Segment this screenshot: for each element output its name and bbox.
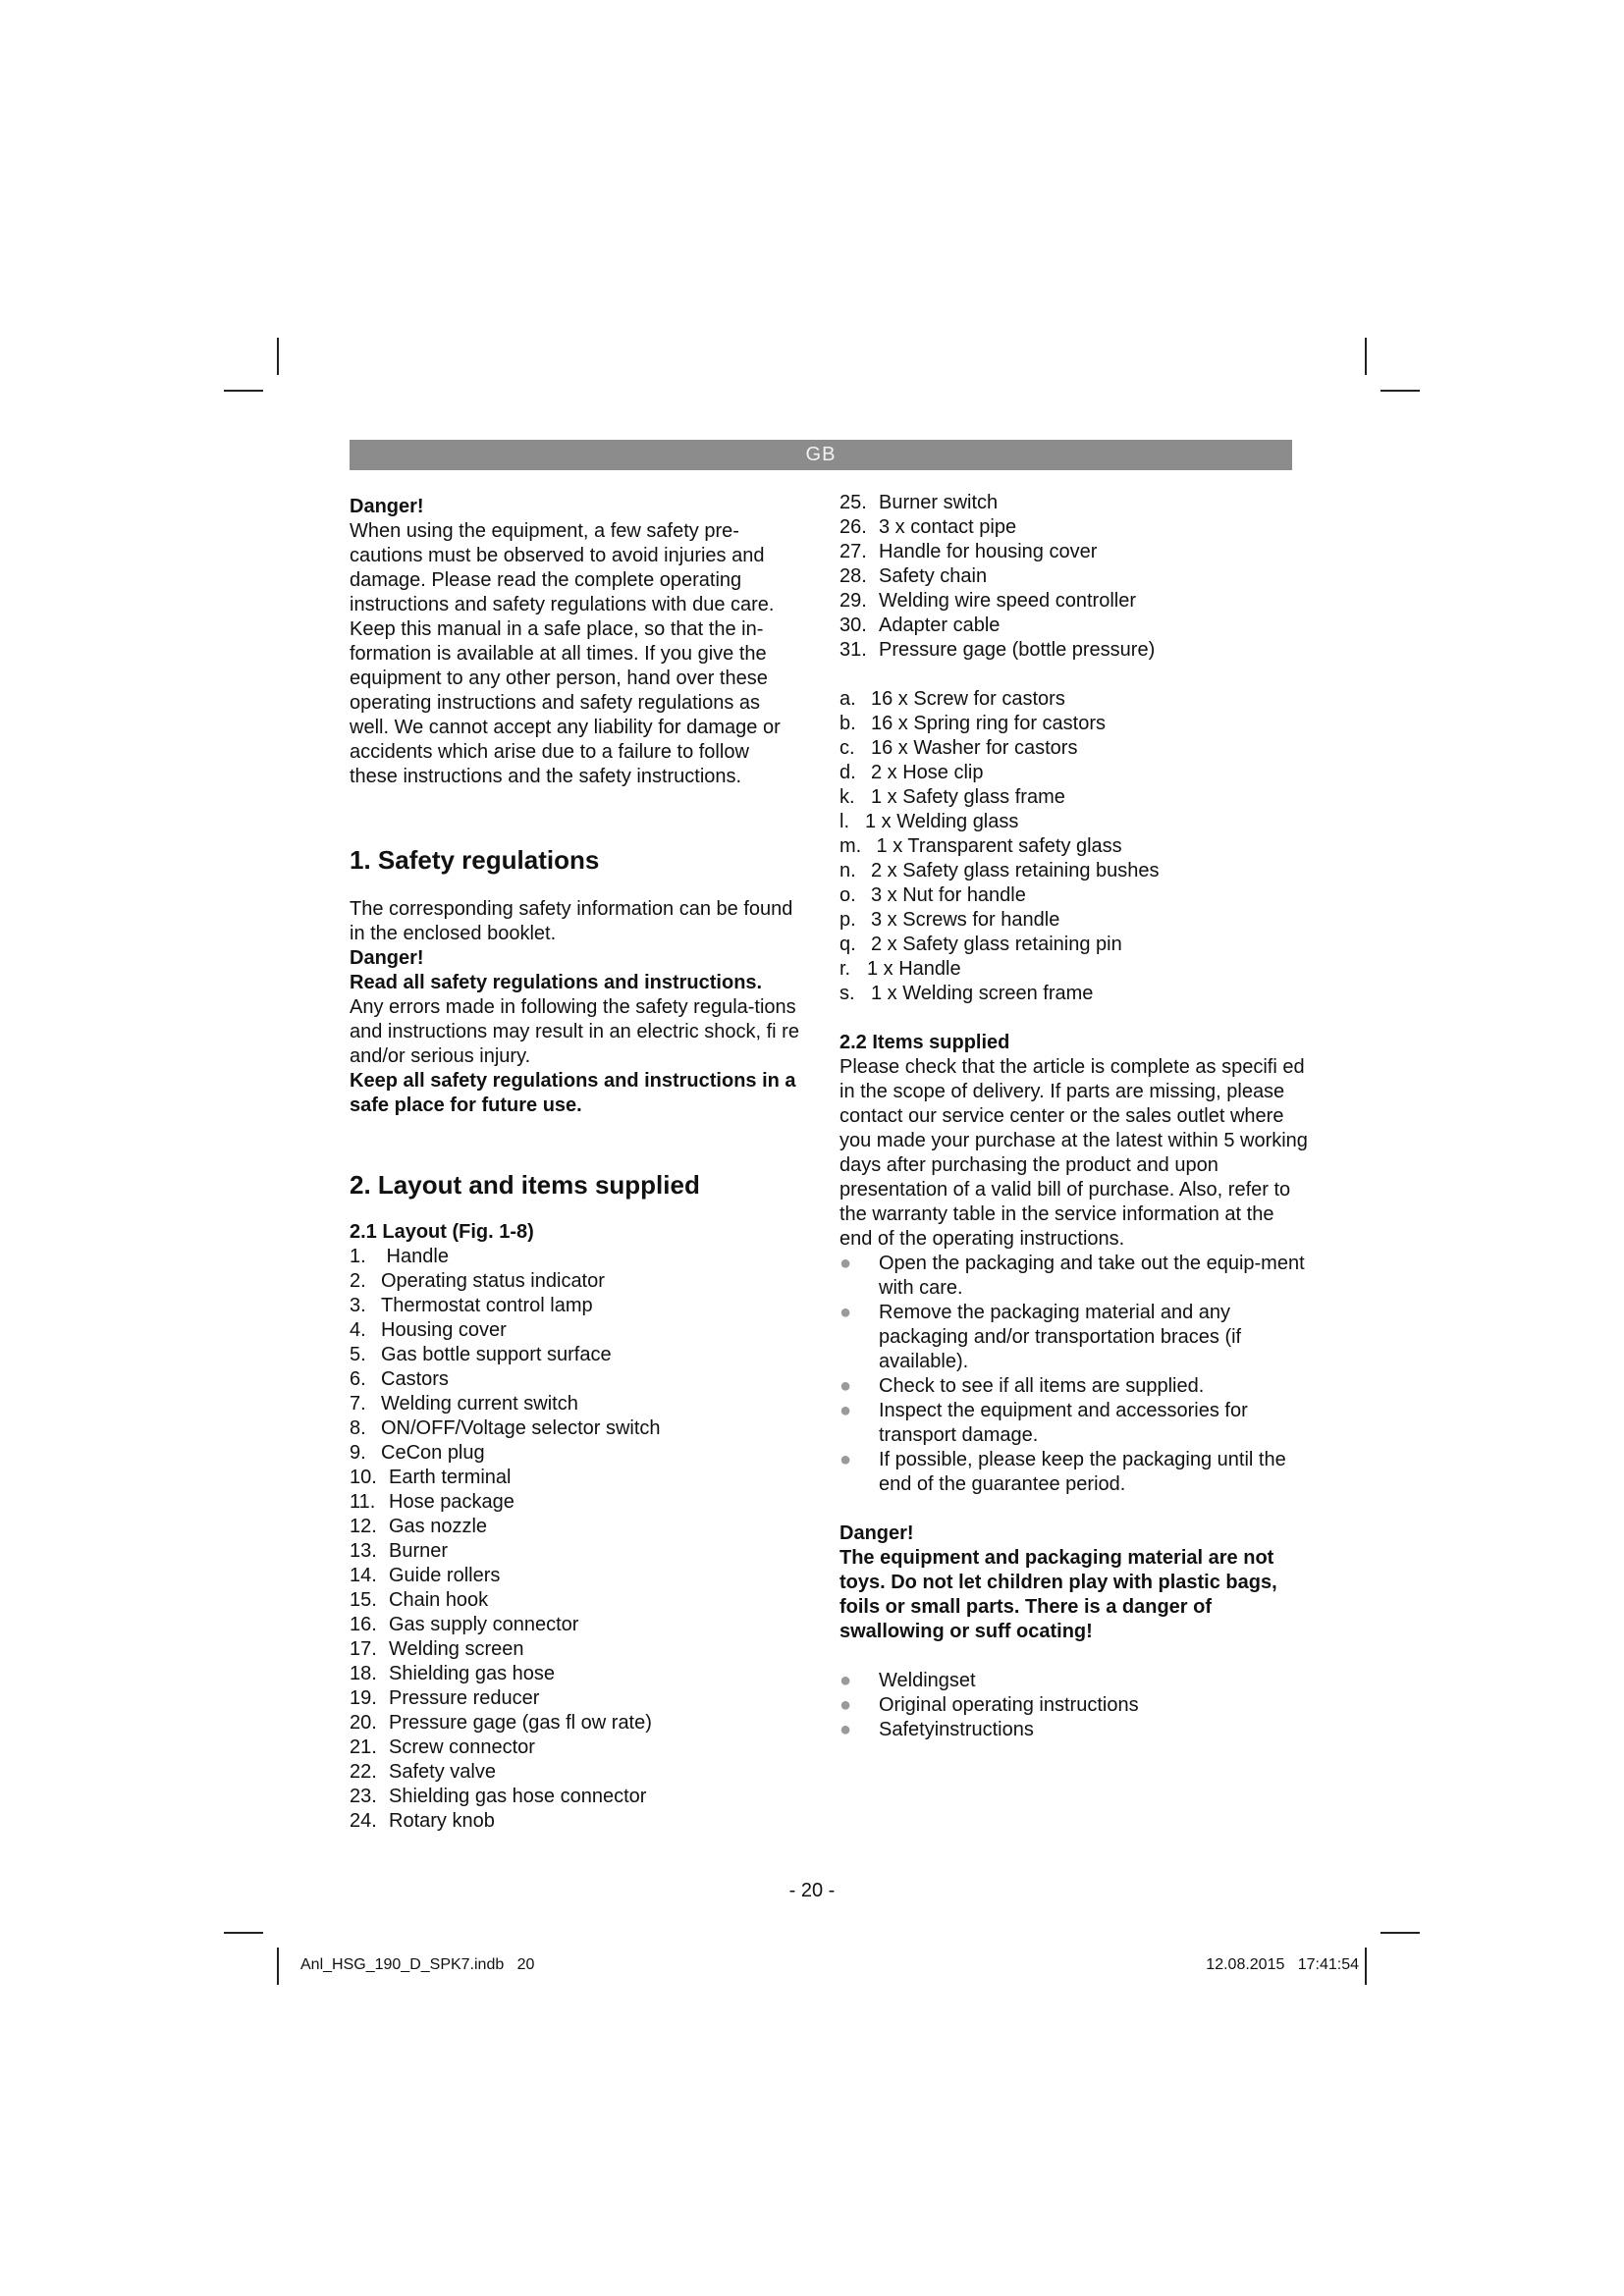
- list-item: q. 2 x Safety glass retaining pin: [839, 934, 1122, 955]
- list-item: 28. Safety chain: [839, 565, 988, 587]
- list-item: 20. Pressure gage (gas fl ow rate): [350, 1712, 652, 1734]
- list-item: 14. Guide rollers: [350, 1565, 501, 1586]
- list-item: 31. Pressure gage (bottle pressure): [839, 639, 1156, 661]
- page-number: - 20 -: [788, 1880, 836, 1901]
- list-item: o. 3 x Nut for handle: [839, 884, 1026, 906]
- list-item: 9. CeCon plug: [350, 1442, 485, 1464]
- section-1-keep-instruction: Keep all safety regulations and instructions in a safe place for future use.: [350, 1070, 796, 1116]
- danger-heading: Danger!: [350, 496, 424, 517]
- crop-mark-top-right-v: [1365, 338, 1367, 375]
- list-item: k. 1 x Safety glass frame: [839, 786, 1065, 808]
- list-item: 30. Adapter cable: [839, 614, 1001, 636]
- crop-mark-top-left-h: [224, 390, 263, 392]
- list-item: 3. Thermostat control lamp: [350, 1295, 593, 1316]
- list-item: b. 16 x Spring ring for castors: [839, 713, 1106, 734]
- section-2-heading: 2. Layout and items supplied: [350, 1170, 700, 1200]
- list-item: ● If possible, please keep the packaging until the end of the guarantee period.: [839, 1449, 1286, 1495]
- left-column: [350, 495, 801, 1834]
- crop-mark-top-left-v: [277, 338, 279, 375]
- list-item: 22. Safety valve: [350, 1761, 496, 1783]
- crop-mark-bottom-left-v: [277, 1948, 279, 1985]
- language-code: GB: [805, 444, 837, 465]
- list-item: 11. Hose package: [350, 1491, 514, 1513]
- list-item: l. 1 x Welding glass: [839, 811, 1019, 832]
- list-item: 4. Housing cover: [350, 1319, 507, 1341]
- danger-2-text: The equipment and packaging material are not toys. Do not let children play with plastic bags, foils or small parts. There is a danger of swallowing or suff ocating!: [839, 1547, 1277, 1642]
- list-item: ● Check to see if all items are supplied.: [839, 1375, 1205, 1397]
- crop-mark-top-right-h: [1380, 390, 1420, 392]
- list-item: ● Weldingset: [839, 1670, 976, 1691]
- check-bullet-list: [839, 1252, 1311, 1497]
- list-item: 29. Welding wire speed controller: [839, 590, 1136, 612]
- list-item: 24. Rotary knob: [350, 1810, 495, 1832]
- list-item: 15. Chain hook: [350, 1589, 489, 1611]
- list-item: 13. Burner: [350, 1540, 449, 1562]
- list-item: 18. Shielding gas hose: [350, 1663, 556, 1684]
- file-name: Anl_HSG_190_D_SPK7.indb 20: [300, 1956, 535, 1973]
- section-1-heading: 1. Safety regulations: [350, 845, 600, 875]
- list-item: 7. Welding current switch: [350, 1393, 578, 1415]
- danger-2-heading: Danger!: [839, 1522, 914, 1544]
- list-item: 2. Operating status indicator: [350, 1270, 605, 1292]
- section-1-warning-text: Any errors made in following the safety regula-tions and instructions may result in an electric shock, fi re and/or serious injury.: [350, 996, 799, 1067]
- section-1-intro: The corresponding safety information can be found in the enclosed booklet.: [350, 898, 793, 944]
- list-item: r. 1 x Handle: [839, 958, 961, 980]
- list-item: 27. Handle for housing cover: [839, 541, 1098, 562]
- section-1-danger: Danger!: [350, 947, 424, 969]
- list-item: ● Inspect the equipment and accessories for transport damage.: [839, 1400, 1248, 1446]
- crop-mark-bottom-right-h: [1380, 1932, 1420, 1934]
- list-item: 6. Castors: [350, 1368, 449, 1390]
- list-item: ● Safetyinstructions: [839, 1719, 1034, 1740]
- list-item: 5. Gas bottle support surface: [350, 1344, 612, 1365]
- crop-mark-bottom-right-v: [1365, 1948, 1367, 1985]
- list-item: 1. Handle: [350, 1246, 449, 1267]
- list-item: a. 16 x Screw for castors: [839, 688, 1065, 710]
- list-item: ● Open the packaging and take out the equip-ment with care.: [839, 1253, 1305, 1299]
- parts-list: [839, 687, 1311, 1006]
- section-2-1-heading: 2.1 Layout (Fig. 1-8): [350, 1221, 534, 1243]
- list-item: n. 2 x Safety glass retaining bushes: [839, 860, 1160, 881]
- list-item: 8. ON/OFF/Voltage selector switch: [350, 1417, 661, 1439]
- list-item: m. 1 x Transparent safety glass: [839, 835, 1122, 857]
- crop-mark-bottom-left-h: [224, 1932, 263, 1934]
- language-header-bar: [350, 440, 1292, 470]
- right-column: [839, 491, 1311, 1742]
- list-item: ● Remove the packaging material and any packaging and/or transportation braces (if available).: [839, 1302, 1242, 1372]
- list-item: s. 1 x Welding screen frame: [839, 983, 1094, 1004]
- list-item: ● Original operating instructions: [839, 1694, 1139, 1716]
- list-item: p. 3 x Screws for handle: [839, 909, 1060, 931]
- list-item: 21. Screw connector: [350, 1736, 535, 1758]
- section-2-2-text: Please check that the article is complete as specifi ed in the scope of delivery. If parts are missing, please contact our service center or the sales outlet where you made your purchase at the latest within 5 working days after purchasing the product and upon presentation of a valid bill of purchase. Also, refer to the warranty table in the service information at the end of the operating instructions.: [839, 1056, 1308, 1250]
- section-1-bold-instruction: Read all safety regulations and instructions.: [350, 972, 763, 993]
- list-item: 12. Gas nozzle: [350, 1516, 488, 1537]
- layout-list: [350, 1245, 801, 1834]
- list-item: d. 2 x Hose clip: [839, 762, 984, 783]
- list-item: c. 16 x Washer for castors: [839, 737, 1078, 759]
- print-timestamp: 12.08.2015 17:41:54: [1206, 1956, 1359, 1973]
- list-item: 25. Burner switch: [839, 492, 999, 513]
- list-item: 17. Welding screen: [350, 1638, 524, 1660]
- danger-paragraph: When using the equipment, a few safety pre-cautions must be observed to avoid injuries and damage. Please read the complete operating instructions and safety regulations with due care. Keep this manual in a safe place, so that the in-formation is available at all times. If you give the equipment to any other person, hand over these operating instructions and safety regulations as well. We cannot accept any liability for damage or accidents which arise due to a failure to follow these instructions and the safety instructions.: [350, 520, 781, 787]
- list-item: 26. 3 x contact pipe: [839, 516, 1017, 538]
- section-2-2-heading: 2.2 Items supplied: [839, 1032, 1010, 1053]
- list-item: 23. Shielding gas hose connector: [350, 1786, 647, 1807]
- list-item: 10. Earth terminal: [350, 1467, 512, 1488]
- supplied-items-list: [839, 1669, 1311, 1742]
- list-item: 19. Pressure reducer: [350, 1687, 540, 1709]
- list-item: 16. Gas supply connector: [350, 1614, 579, 1635]
- layout-list-continued: [839, 491, 1311, 663]
